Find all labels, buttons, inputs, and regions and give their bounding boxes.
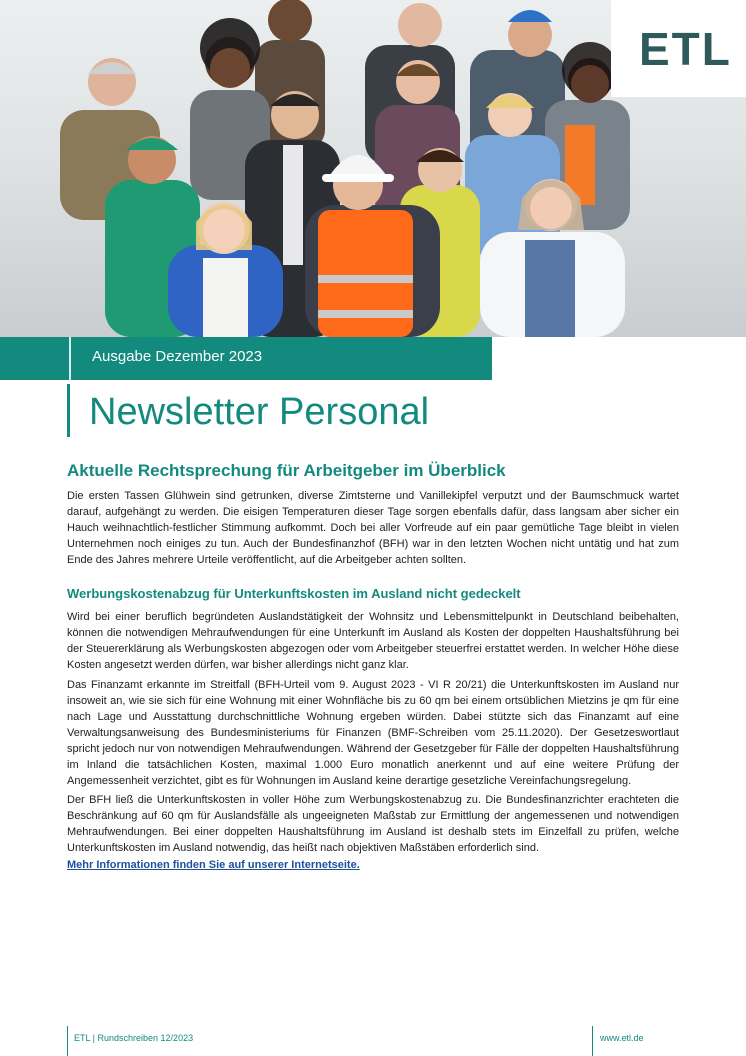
- footer-website-link[interactable]: www.etl.de: [600, 1033, 644, 1043]
- hero-photo: [0, 0, 746, 337]
- edition-label: Ausgabe Dezember 2023: [92, 348, 263, 365]
- paragraph-3: Der BFH ließ die Unterkunftskosten in voller Höhe zum Werbungskostenabzug zu. Die Bundesfinanzrichter erachteten die Beschränkung auf 60 qm für Auslandsfälle als ungeeigneten Maßstab zur Ermittlung der angemessenen und notwendigen Mehraufwendungen. Bei einer doppelten Haushaltsführung im Ausland ist deshalb stets im Einzelfall zu prüfen, welche Unterkunftskosten im Ausland notwendig, das heißt nach objektiven Maßstäben erforderlich sind.: [67, 794, 679, 854]
- title-accent-bar: [67, 384, 70, 437]
- more-info-link[interactable]: Mehr Informationen finden Sie auf unserer Internetseite.: [67, 859, 360, 871]
- logo-box: [611, 0, 746, 97]
- paragraph-2: Das Finanzamt erkannte im Streitfall (BFH-Urteil vom 9. August 2023 - VI R 20/21) die Unterkunftskosten im Ausland nur insoweit an, wie sie sich für eine Wohnung mit einer Wohnfläche bis zu 60 qm bei einem ortsüblichen Mietzins je qm für eine nach Lage und Ausstattung durchschnittliche Wohnung ergeben würden. Dabei stützte sich das Finanzamt auf eine Verwaltungsanweisung des Bundesministeriums für Finanzen (BMF-Schreiben vom 25.11.2020). Der Gesetzeswortlaut spricht jedoch nur von notwendigen Mehraufwendungen. Während der Gesetzgeber für Fälle der doppelten Haushaltsführung im Inland die tatsächlichen Kosten, maximal 1.000 Euro monatlich anerkennt und auf eine weitere Prüfung der Angemessenheit verzichtet, gibt es für Wohnungen im Ausland keine derartige gesetzliche Vereinfachungsregelung.: [67, 679, 679, 787]
- paragraph-1: Wird bei einer beruflich begründeten Auslandstätigkeit der Wohnsitz und Lebensmittelpunkt in Deutschland beibehalten, können die notwendigen Mehraufwendungen für eine Unterkunft im Ausland als Kosten der doppelten Haushaltsführung bei der Steuererklärung als Werbungskosten abgezogen oder vom Arbeitgeber steuerfrei erstattet werden. In welcher Höhe diese Kosten angesetzt werden dürfen, war bisher allerdings nicht ganz klar.: [67, 611, 679, 671]
- footer-divider-right: [592, 1026, 593, 1056]
- edition-divider: [69, 337, 71, 380]
- article-intro: Die ersten Tassen Glühwein sind getrunken, diverse Zimtsterne und Vanillekipfel verputzt und der Baumschmuck wartet darauf, aufgehängt zu werden. Die eisigen Temperaturen dieser Tage sorgen ebenfalls dafür, dass langsam aber sicher ein Hauch weihnachtlich-festlicher Stimmung aufkommt. Doch bei aller Vorfreude auf ein paar gemütliche Tage bleibt in vielen Unternehmen noch einiges zu tun. Auch der Bundesfinanzhof (BFH) war in den letzten Wochen nicht untätig und hat zum Ende des Jahres mehrere Urteile veröffentlicht, auf die Arbeitgeber achten sollten.: [67, 490, 679, 566]
- section-subheading: Werbungskostenabzug für Unterkunftskosten im Ausland nicht gedeckelt: [67, 586, 521, 601]
- edition-band: [0, 337, 492, 380]
- footer-divider-left: [67, 1026, 68, 1056]
- footer-publication: ETL | Rundschreiben 12/2023: [74, 1033, 194, 1043]
- etl-logo[interactable]: ETL: [639, 23, 732, 75]
- article-heading: Aktuelle Rechtsprechung für Arbeitgeber im Überblick: [67, 461, 506, 480]
- page-title: Newsletter Personal: [89, 391, 430, 433]
